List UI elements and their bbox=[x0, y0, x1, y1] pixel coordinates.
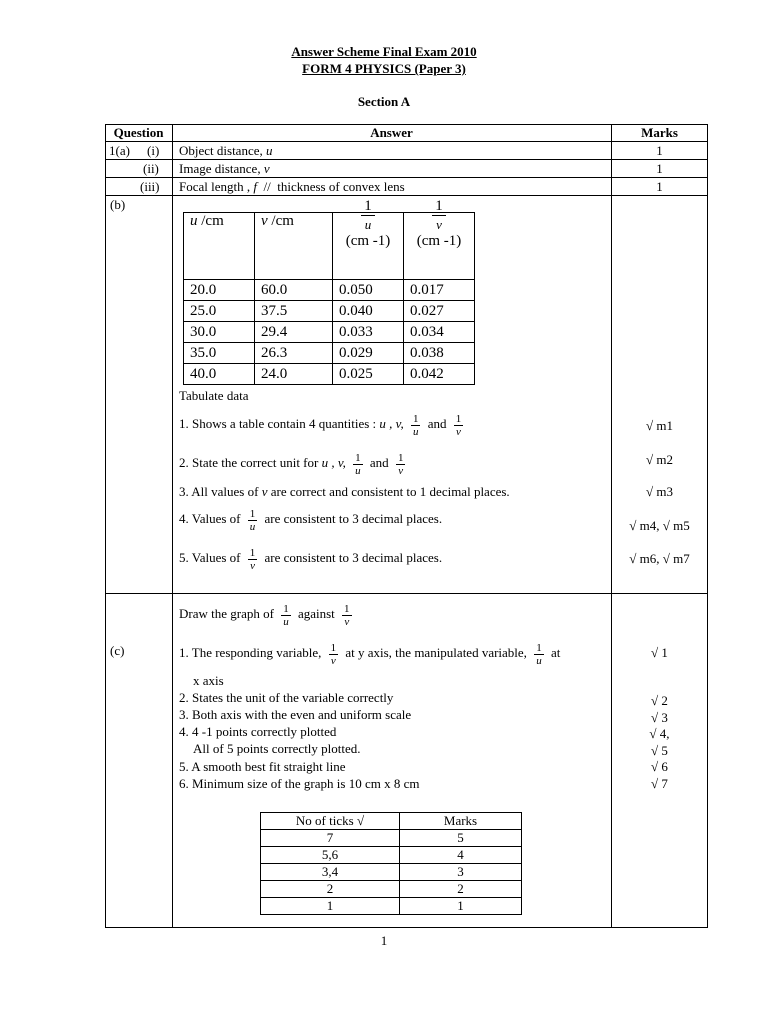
cell: 0.033 bbox=[333, 322, 404, 343]
col-head-marks: Marks bbox=[641, 125, 678, 140]
graph-item: 6. Minimum size of the graph is 10 cm x 8 cm bbox=[179, 776, 420, 791]
table-row bbox=[184, 364, 475, 385]
table-row bbox=[261, 864, 522, 881]
mark-value: √ 3 bbox=[651, 710, 668, 725]
row-divider bbox=[105, 177, 708, 178]
table-header-row bbox=[261, 813, 522, 830]
mark-value: √ 2 bbox=[651, 693, 668, 708]
cell: 0.027 bbox=[404, 301, 475, 322]
head-inv-u: 1 u (cm -1) bbox=[333, 213, 404, 280]
cell: 2 bbox=[261, 881, 400, 898]
part-b-label: (b) bbox=[110, 197, 126, 212]
fraction-1-over-v: $\frac{1}{v}$ bbox=[330, 641, 337, 667]
cell: 1 bbox=[261, 898, 400, 915]
mark-value: 1 bbox=[656, 179, 663, 194]
fraction-1-over-u: $\frac{1}{u}$ bbox=[412, 412, 419, 438]
fraction-1-over-v: $\frac{1}{v}$ bbox=[344, 602, 350, 628]
mark-value: √ m4, √ m5 bbox=[629, 518, 690, 533]
cell: 0.050 bbox=[333, 280, 404, 301]
col-divider-1 bbox=[172, 124, 173, 928]
mark-value: √ m1 bbox=[646, 418, 673, 433]
mark-value: 1 bbox=[656, 143, 663, 158]
answer-text: Image distance, v bbox=[179, 161, 270, 176]
graph-item: All of 5 points correctly plotted. bbox=[193, 741, 361, 756]
cell: 37.5 bbox=[255, 301, 333, 322]
page-number: 1 bbox=[380, 933, 388, 948]
head-inv-v: 1 v (cm -1) bbox=[404, 213, 475, 280]
question-sub: (ii) bbox=[143, 161, 159, 176]
data-table bbox=[183, 198, 475, 385]
row-divider bbox=[105, 195, 708, 196]
section-title: Section A bbox=[357, 94, 411, 109]
cell: 40.0 bbox=[184, 364, 255, 385]
criterion-5: 5. Values of $\frac{1}{v}$ are consistent to 3 decimal places. bbox=[179, 546, 443, 572]
cell: 7 bbox=[261, 830, 400, 847]
mark-value: √ 5 bbox=[651, 743, 668, 758]
criterion-3: 3. All values of v are correct and consistent to 1 decimal places. bbox=[179, 484, 510, 499]
ticks-table bbox=[260, 812, 522, 915]
graph-item-1-cont: x axis bbox=[193, 673, 224, 688]
cell: 3 bbox=[400, 864, 522, 881]
answer-text: Object distance, u bbox=[179, 143, 273, 158]
graph-item: 3. Both axis with the even and uniform scale bbox=[179, 707, 412, 722]
mark-value: √ m2 bbox=[646, 452, 673, 467]
row-divider bbox=[105, 141, 708, 142]
table-row bbox=[184, 343, 475, 364]
cell: 0.029 bbox=[333, 343, 404, 364]
criterion-2: 2. State the correct unit for u , v, $\frac{1}{u}$ and $\frac{1}{v}$ bbox=[179, 451, 404, 477]
fraction-1-over-v: $\frac{1}{v}$ bbox=[455, 412, 462, 438]
mark-value: 1 bbox=[656, 161, 663, 176]
criterion-1: 1. Shows a table contain 4 quantities : u , v, $\frac{1}{u}$ and $\frac{1}{v}$ bbox=[179, 412, 462, 438]
head-u: u /cm bbox=[184, 213, 255, 280]
graph-item: 2. States the unit of the variable correctly bbox=[179, 690, 394, 705]
cell: 20.0 bbox=[184, 280, 255, 301]
table-row bbox=[261, 881, 522, 898]
fraction-1-over-u: $\frac{1}{u}$ bbox=[536, 641, 542, 667]
table-row bbox=[261, 847, 522, 864]
col-head-question: Question bbox=[113, 125, 164, 140]
table-row bbox=[184, 301, 475, 322]
fraction-1-over-v: $\frac{1}{v}$ bbox=[249, 546, 256, 572]
table-row bbox=[184, 280, 475, 301]
cell: 35.0 bbox=[184, 343, 255, 364]
fraction-1-over-u: $\frac{1}{u}$ bbox=[249, 507, 256, 533]
cell: 26.3 bbox=[255, 343, 333, 364]
row-divider bbox=[105, 159, 708, 160]
mark-value: √ 7 bbox=[651, 776, 668, 791]
table-row bbox=[261, 830, 522, 847]
graph-item-1: 1. The responding variable, $\frac{1}{v}$ at y axis, the manipulated variable, $\frac{1}{u}$ at bbox=[179, 641, 561, 667]
cell: 0.034 bbox=[404, 322, 475, 343]
tabulate-label: Tabulate data bbox=[179, 388, 249, 403]
cell: 29.4 bbox=[255, 322, 333, 343]
mark-value: √ 6 bbox=[651, 759, 668, 774]
cell: 5 bbox=[400, 830, 522, 847]
cell: 3,4 bbox=[261, 864, 400, 881]
cell: 0.038 bbox=[404, 343, 475, 364]
head-marks: Marks bbox=[400, 813, 522, 830]
col-head-answer: Answer bbox=[370, 125, 413, 140]
table-row bbox=[261, 898, 522, 915]
cell: 30.0 bbox=[184, 322, 255, 343]
graph-item: 4. 4 -1 points correctly plotted bbox=[179, 724, 337, 739]
question-sub: (i) bbox=[147, 143, 160, 158]
cell: 0.040 bbox=[333, 301, 404, 322]
part-c-label: (c) bbox=[110, 643, 125, 658]
cell: 2 bbox=[400, 881, 522, 898]
mark-value: √ m6, √ m7 bbox=[629, 551, 690, 566]
head-v: v /cm bbox=[255, 213, 333, 280]
cell: 4 bbox=[400, 847, 522, 864]
cell: 0.025 bbox=[333, 364, 404, 385]
head-ticks: No of ticks √ bbox=[261, 813, 400, 830]
cell: 24.0 bbox=[255, 364, 333, 385]
mark-value: √ 1 bbox=[651, 645, 668, 660]
header-title: Answer Scheme Final Exam 2010 bbox=[291, 44, 477, 59]
fraction-1-over-v: $\frac{1}{v}$ bbox=[397, 451, 404, 477]
header-subtitle: FORM 4 PHYSICS (Paper 3) bbox=[302, 61, 466, 76]
row-divider bbox=[105, 593, 708, 594]
table-row bbox=[184, 322, 475, 343]
cell: 25.0 bbox=[184, 301, 255, 322]
criterion-4: 4. Values of $\frac{1}{u}$ are consistent to 3 decimal places. bbox=[179, 507, 443, 533]
fraction-1-over-u: $\frac{1}{u}$ bbox=[355, 451, 361, 477]
question-sub: (iii) bbox=[140, 179, 160, 194]
mark-value: √ 4, bbox=[649, 726, 670, 741]
graph-title: Draw the graph of $\frac{1}{u}$ against $\frac{1}{v}$ bbox=[179, 602, 350, 628]
cell: 0.042 bbox=[404, 364, 475, 385]
cell: 1 bbox=[400, 898, 522, 915]
answer-text: Focal length , f // thickness of convex lens bbox=[179, 179, 405, 194]
cell: 60.0 bbox=[255, 280, 333, 301]
mark-value: √ m3 bbox=[646, 484, 673, 499]
fraction-1-over-u: $\frac{1}{u}$ bbox=[283, 602, 289, 628]
question-number: 1(a) bbox=[109, 143, 130, 158]
cell: 5,6 bbox=[261, 847, 400, 864]
graph-item: 5. A smooth best fit straight line bbox=[179, 759, 346, 774]
cell: 0.017 bbox=[404, 280, 475, 301]
